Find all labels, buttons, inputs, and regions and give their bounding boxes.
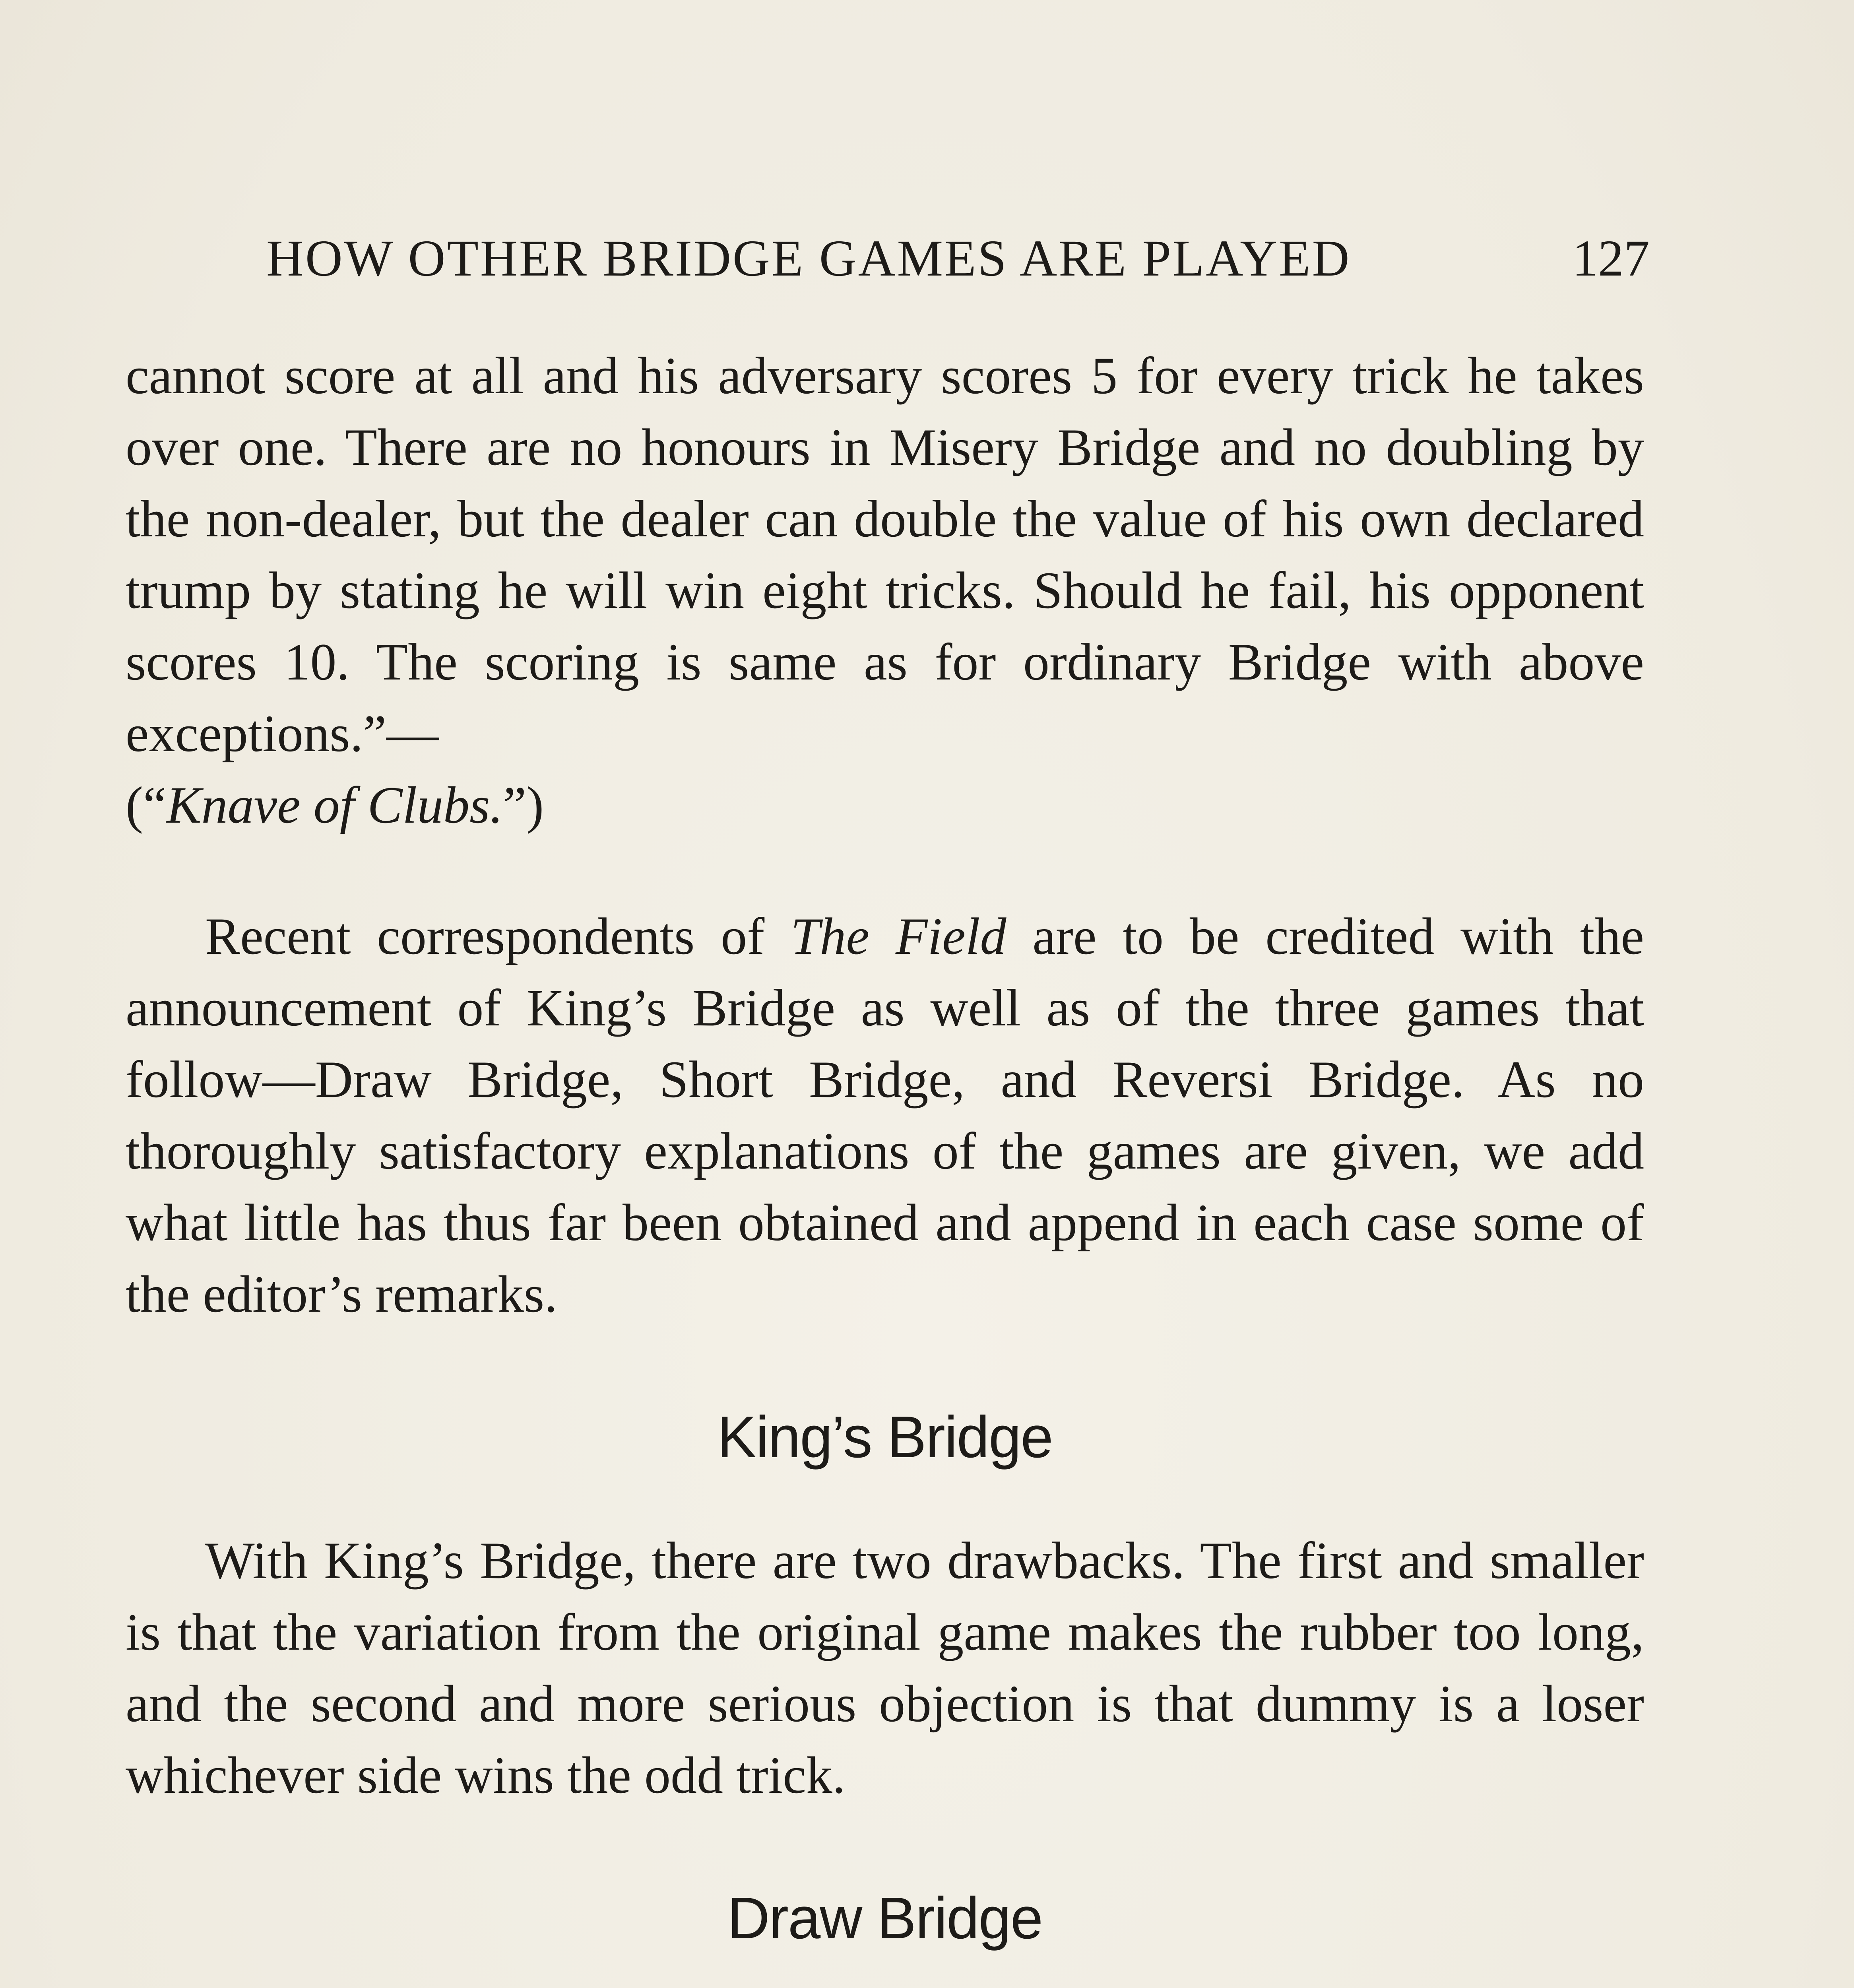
paragraph-text: With King’s Bridge, there are two drawbacks. The first and smaller is that the variation from the original game makes the rubber too long, and the second and more serious objection is that dummy is a loser whichever side wins the odd trick. — [126, 1531, 1644, 1804]
citation-title: Knave of Clubs. — [166, 776, 503, 834]
paragraph-rest: are to be credited with the announcement of King’s Bridge as well as of the three games that follow—Draw Bridge, Short Bridge, and Reversi Bridge. As no thoroughly satisfactory explanations of the games are given, we add what little has thus far been obtained and append in each case some of the editor’s remarks. — [126, 907, 1644, 1323]
running-head — [266, 223, 1650, 294]
running-head-title: HOW OTHER BRIDGE GAMES ARE PLAYED — [266, 230, 1351, 287]
citation-open: (“ — [126, 776, 167, 834]
paragraph-text — [126, 901, 1644, 1330]
paragraph-lead: Recent correspondents of — [205, 907, 791, 965]
heading-kings-bridge: King’s Bridge — [717, 1404, 1053, 1470]
publication-name: The Field — [791, 907, 1007, 965]
paragraph-text — [126, 340, 1644, 841]
paragraph-misery-bridge-continued — [126, 340, 1644, 841]
paragraph-recent-correspondents — [126, 901, 1644, 1330]
citation-close: ”) — [503, 776, 544, 834]
paragraph-kings-bridge — [126, 1525, 1644, 1811]
paragraph-body: cannot score at all and his adversary scores 5 for every trick he takes over one. There are no honours in Misery Bridge and no doubling by the non-dealer, but the dealer can double the value of his own declared trump by stating he will win eight tricks. Should he fail, his opponent scores 10. The scoring is same as for ordinary Bridge with above exceptions.”— — [126, 346, 1644, 763]
citation — [126, 769, 1644, 841]
heading-draw-bridge: Draw Bridge — [727, 1885, 1043, 1951]
page-number: 127 — [1572, 230, 1650, 287]
